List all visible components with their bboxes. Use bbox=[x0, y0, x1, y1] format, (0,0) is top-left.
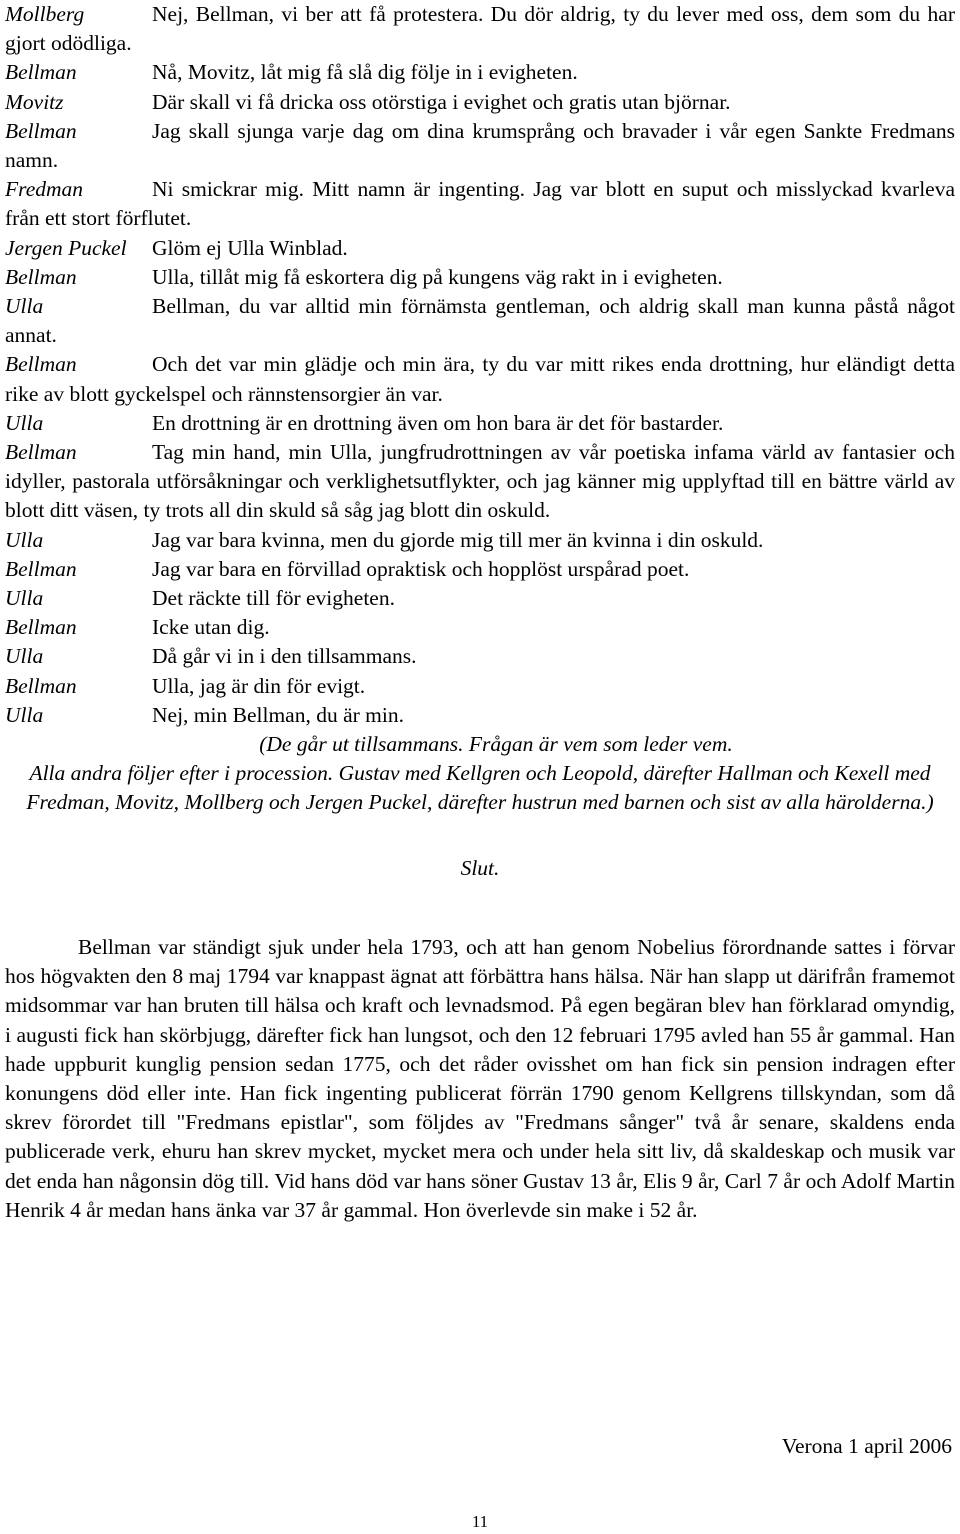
speaker-name: Mollberg bbox=[5, 2, 85, 26]
speech-text: Bellman, du var alltid min förnämsta gentleman, och aldrig skall man kunna påstå något annat. bbox=[5, 294, 955, 348]
speech-text: Ulla, jag är din för evigt. bbox=[152, 673, 366, 698]
dialogue-line bbox=[5, 584, 955, 613]
speech-text: Jag var bara en förvillad opraktisk och hopplöst urspårad poet. bbox=[152, 556, 690, 581]
speech-text: Ni smickrar mig. Mitt namn är ingenting. Jag var blott en suput och misslyckad kvarleva från ett stort förflutet. bbox=[5, 177, 955, 231]
dialogue-line bbox=[5, 613, 955, 642]
document-page bbox=[5, 0, 955, 1246]
speech-text: Tag min hand, min Ulla, jungfrudrottningen av vår poetiska infama värld av fantasier och idyller, pastorala utförsåkningar och verklighetsutflykter, och jag känner mig upplyftad till en bättre värld av blott ditt väsen, ty trots all din skuld så såg jag blott din oskuld. bbox=[5, 440, 955, 523]
speaker-name: Ulla bbox=[5, 586, 44, 611]
speech-text: Där skall vi få dricka oss otörstiga i evighet och gratis utan björnar. bbox=[152, 89, 731, 114]
speaker-name: Bellman bbox=[5, 264, 77, 289]
afterword-paragraph: Bellman var ständigt sjuk under hela 1793, och att han genom Nobelius förordnande sattes i förvar hos högvakten den 8 maj 1794 var knappast ägnat att förbättra hans hälsa. När han slapp ut därifrån framemot midsommar var han bruten till hälsa och kraft och levnadsmod. På egen begäran blev han förklarad omyndig, i augusti fick han skörbjugg, därefter fick han lungsot, och den 12 februari 1795 avled han 55 år gammal. Han hade uppburit kunglig pension sedan 1775, och det råder ovisshet om han fick sin pension indragen efter konungens död eller inte. Han fick ingenting publicerat förrän 1790 genom Kellgrens tillskyndan, som då skrev förordet till "Fredmans epistlar", som följdes av "Fredmans sånger" två år senare, skaldens enda publicerade verk, ehuru han skrev mycket, mycket mera och under hela sitt liv, då skaldeskap och musik var det enda han någonsin dög till. Vid hans död var hans söner Gustav 13 år, Elis 9 år, Carl 7 år och Adolf Martin Henrik 4 år medan hans änka var 37 år gammal. Hon överlevde sin make i 52 år. bbox=[5, 934, 955, 1222]
dialogue-line bbox=[5, 58, 955, 87]
speech-text: Det räckte till för evigheten. bbox=[152, 586, 395, 611]
dialogue-section bbox=[5, 0, 955, 730]
dialogue-line bbox=[5, 292, 955, 350]
speech-text: Ulla, tillåt mig få eskortera dig på kungens väg rakt in i evigheten. bbox=[152, 264, 723, 289]
speech-text: Icke utan dig. bbox=[152, 615, 270, 640]
speech-text: Och det var min glädje och min ära, ty du var mitt rikes enda drottning, hur eländigt detta rike av blott gyckelspel och rännstensorgier än var. bbox=[5, 352, 955, 406]
speaker-name: Bellman bbox=[5, 352, 77, 377]
speaker-name: Fredman bbox=[5, 177, 84, 202]
dialogue-line bbox=[5, 117, 955, 175]
speaker-name: Bellman bbox=[5, 673, 77, 698]
stage-direction-first: (De går ut tillsammans. Frågan är vem som leder vem. bbox=[259, 732, 733, 757]
speech-text: En drottning är en drottning även om hon bara är det för bastarder. bbox=[152, 410, 724, 435]
speech-text: Nej, Bellman, vi ber att få protestera. Du dör aldrig, ty du lever med oss, dem som du har gjort odödliga. bbox=[5, 2, 955, 56]
speaker-name: Ulla bbox=[5, 644, 44, 669]
speaker-name: Bellman bbox=[5, 440, 77, 465]
speaker-name: Bellman bbox=[5, 615, 77, 640]
speaker-name: Ulla bbox=[5, 410, 44, 435]
dialogue-line bbox=[5, 642, 955, 671]
speaker-name: Movitz bbox=[5, 89, 64, 114]
speech-text: Jag var bara kvinna, men du gjorde mig till mer än kvinna i din oskuld. bbox=[152, 527, 764, 552]
speaker-name: Bellman bbox=[5, 118, 77, 143]
speech-text: Jag skall sjunga varje dag om dina krumsprång och bravader i vår egen Sankte Fredmans namn. bbox=[5, 118, 955, 173]
speech-text: Då går vi in i den tillsammans. bbox=[152, 644, 417, 669]
speech-text: Nej, min Bellman, du är min. bbox=[152, 702, 404, 727]
dialogue-line bbox=[5, 175, 955, 233]
dialogue-line bbox=[5, 350, 955, 408]
signature-place-date: Verona 1 april 2006 bbox=[781, 1434, 952, 1458]
stage-direction-rest: Alla andra följer efter i procession. Gustav med Kellgren och Leopold, därefter Hallman och Kexell med Fredman, Movitz, Mollberg och Jergen Puckel, därefter hustrun med barnen och sist av alla härolderna.) bbox=[26, 761, 934, 815]
dialogue-line bbox=[5, 263, 955, 292]
speaker-name: Bellman bbox=[5, 60, 77, 85]
dialogue-line bbox=[5, 438, 955, 526]
speaker-name: Ulla bbox=[5, 527, 44, 552]
dialogue-line bbox=[5, 409, 955, 438]
speech-text: Nå, Movitz, låt mig få slå dig följe in i evigheten. bbox=[152, 60, 578, 85]
dialogue-line bbox=[5, 701, 955, 730]
dialogue-line bbox=[5, 88, 955, 117]
speaker-name: Ulla bbox=[5, 294, 44, 319]
dialogue-line bbox=[5, 672, 955, 701]
dialogue-line bbox=[5, 526, 955, 555]
end-mark: Slut. bbox=[460, 855, 500, 880]
speaker-name: Ulla bbox=[5, 702, 44, 727]
dialogue-line bbox=[5, 555, 955, 584]
page-number: 11 bbox=[471, 1512, 489, 1531]
speaker-name: Bellman bbox=[5, 556, 77, 581]
dialogue-line bbox=[5, 0, 955, 58]
dialogue-line bbox=[5, 234, 955, 263]
speech-text: Glöm ej Ulla Winblad. bbox=[152, 235, 348, 260]
speaker-name: Jergen Puckel bbox=[5, 235, 127, 260]
